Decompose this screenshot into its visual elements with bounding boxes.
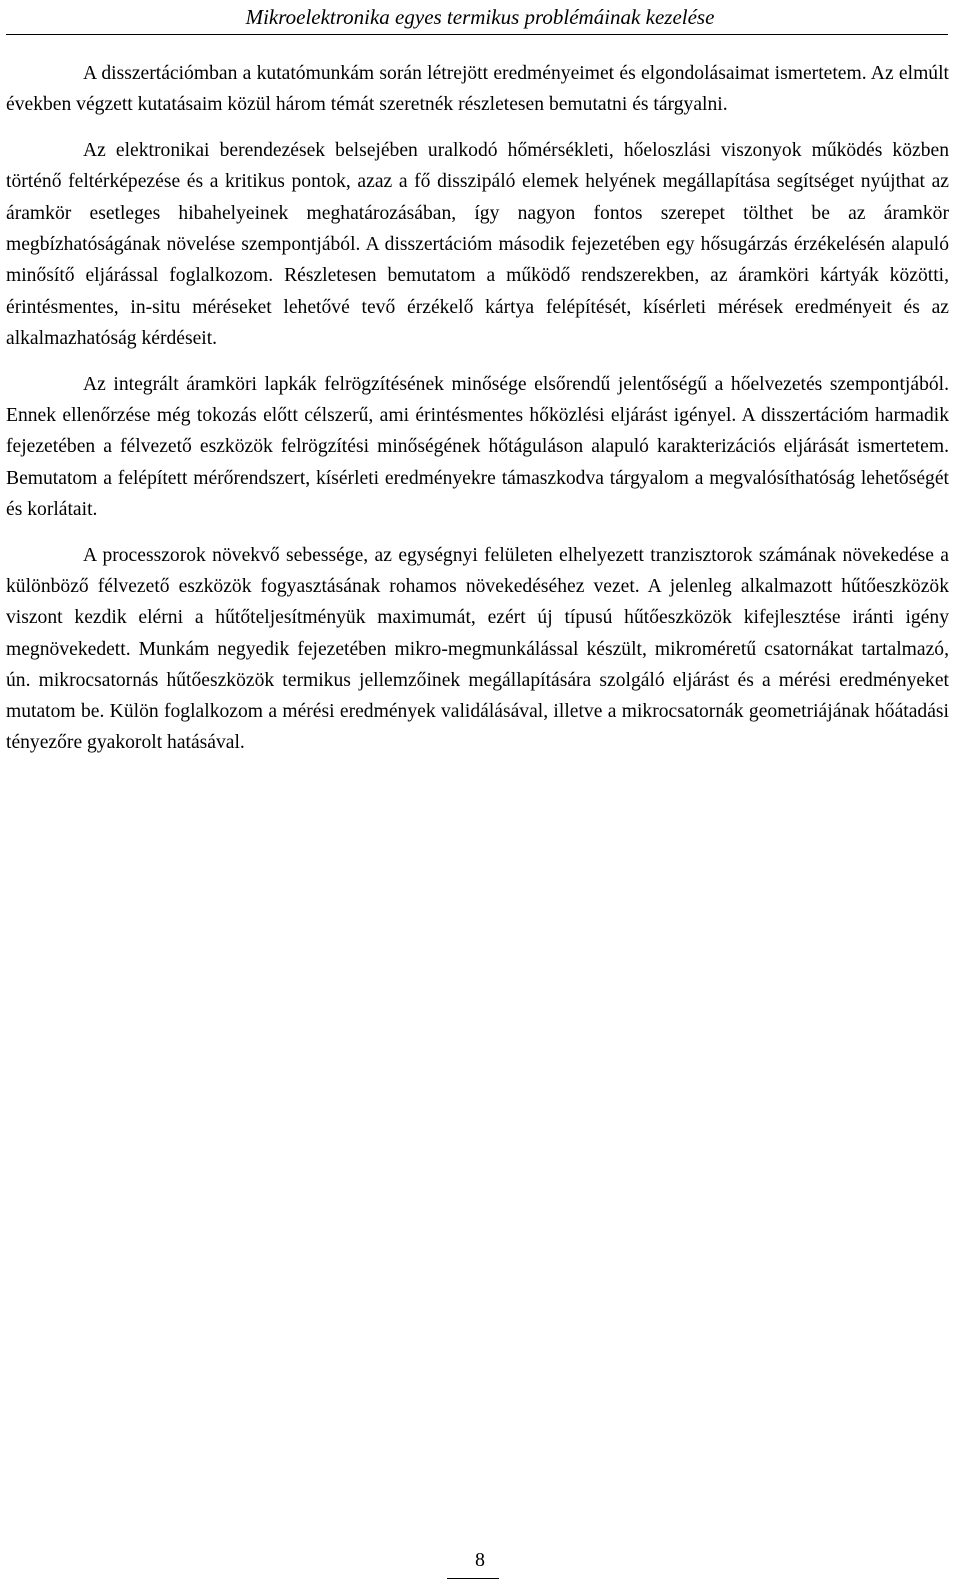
paragraph-chapter-4: A processzorok növekvő sebessége, az egységnyi felületen elhelyezett tranzisztorok számának növekedése a különböző félvezető eszközök fogyasztásának rohamos növekedéséhez vezet. A jelenleg alkalmazott hűtőeszközök viszont kezdik elérni a hűtőteljesítményük maximumát, ezért új típusú hűtőeszközök kifejlesztése iránti igény megnövekedett. Munkám negyedik fejezetében mikro-megmunkálással készült, mikroméretű csatornákat tartalmazó, ún. mikrocsatornás hűtőeszközök termikus jellemzőinek megállapítására szolgáló eljárást és a mérési eredményeket mutatom be. Külön foglalkozom a mérési eredmények validálásával, illetve a mikrocsatornák geometriájának hőátadási tényezőre gyakorolt hatásával. bbox=[6, 544, 949, 754]
paragraph-chapter-3: Az integrált áramköri lapkák felrögzítésének minősége elsőrendű jelentőségű a hőelvezetés szempontjából. Ennek ellenőrzése még tokozás előtt célszerű, ami érintésmentes hőközlési eljárást igényel. A disszertációm harmadik fejezetében a félvezető eszközök felrögzítési minőségének hőtáguláson alapuló karakterizációs eljárását ismertetem. Bemutatom a felépített mérőrendszert, kísérleti eredményekre támaszkodva tárgyalom a megvalósíthatóság lehetőségét és korlátait. bbox=[6, 373, 949, 520]
header-rule bbox=[6, 34, 948, 35]
body-text bbox=[6, 58, 949, 773]
paragraph-intro: A disszertációmban a kutatómunkám során létrejött eredményeimet és elgondolásaimat ismertetem. Az elmúlt években végzett kutatásaim közül három témát szeretnék részletesen bemutatni és tárgyalni. bbox=[6, 63, 949, 116]
footer-rule bbox=[447, 1578, 499, 1579]
running-header-title: Mikroelektronika egyes termikus problémáinak kezelése bbox=[245, 5, 715, 29]
paragraph-chapter-2: Az elektronikai berendezések belsejében uralkodó hőmérsékleti, hőeloszlási viszonyok működés közben történő feltérképezése és a kritikus pontok, azaz a fő disszipáló elemek helyének megállapítása segítséget nyújthat az áramkör esetleges hibahelyeinek meghatározásában, így nagyon fontos szerepet tölthet be az áramkör megbízhatóságának növelése szempontjából. A disszertációm második fejezetében egy hősugárzás érzékelésén alapuló minősítő eljárással foglalkozom. Részletesen bemutatom a működő rendszerekben, az áramköri kártyák közötti, érintésmentes, in-situ méréseket lehetővé tevő érzékelő kártya felépítését, kísérleti mérések eredményeit és az alkalmazhatóság kérdéseit. bbox=[6, 140, 949, 349]
page-number: 8 bbox=[475, 1549, 485, 1571]
